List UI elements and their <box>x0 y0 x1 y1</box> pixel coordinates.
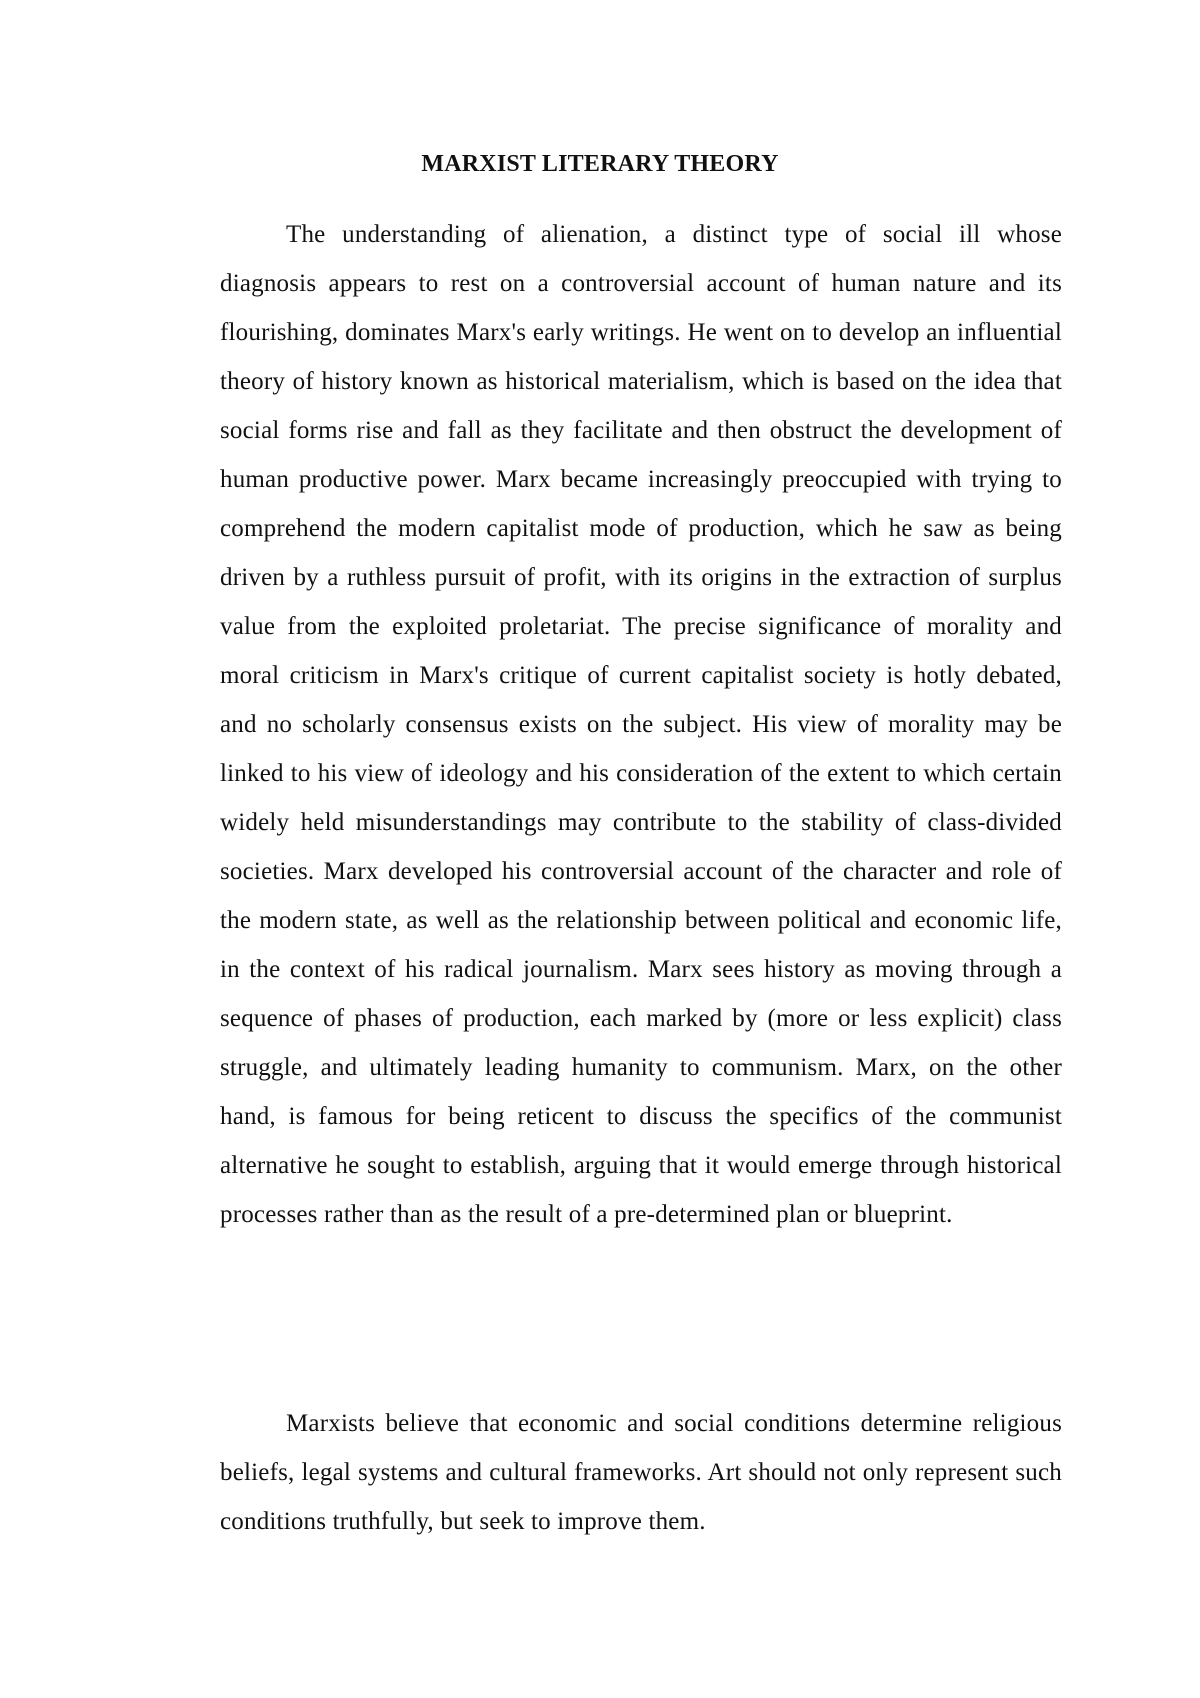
body-paragraph-2: Marxists believe that economic and social conditions determine religious beliefs, legal systems and cultural frameworks. Art should not only represent such conditions truthfully, but seek to improve them. <box>220 1410 1062 1535</box>
document-title: MARXIST LITERARY THEORY <box>421 151 779 177</box>
body-paragraph-1: The understanding of alienation, a distinct type of social ill whose diagnosis appears to rest on a controversial account of human nature and its flourishing, dominates Marx's early writings. He went on to develop an influential theory of history known as historical materialism, which is based on the idea that social forms rise and fall as they facilitate and then obstruct the development of human productive power. Marx became increasingly preoccupied with trying to comprehend the modern capitalist mode of production, which he saw as being driven by a ruthless pursuit of profit, with its origins in the extraction of surplus value from the exploited proletariat. The precise significance of morality and moral criticism in Marx's critique of current capitalist society is hotly debated, and no scholarly consensus exists on the subject. His view of morality may be linked to his view of ideology and his consideration of the extent to which certain widely held misunderstandings may contribute to the stability of class-divided societies. Marx developed his controversial account of the character and role of the modern state, as well as the relationship between political and economic life, in the context of his radical journalism. Marx sees history as moving through a sequence of phases of production, each marked by (more or less explicit) class struggle, and ultimately leading humanity to communism. Marx, on the other hand, is famous for being reticent to discuss the specifics of the communist alternative he sought to establish, arguing that it would emerge through historical processes rather than as the result of a pre-determined plan or blueprint. <box>220 221 1062 1228</box>
